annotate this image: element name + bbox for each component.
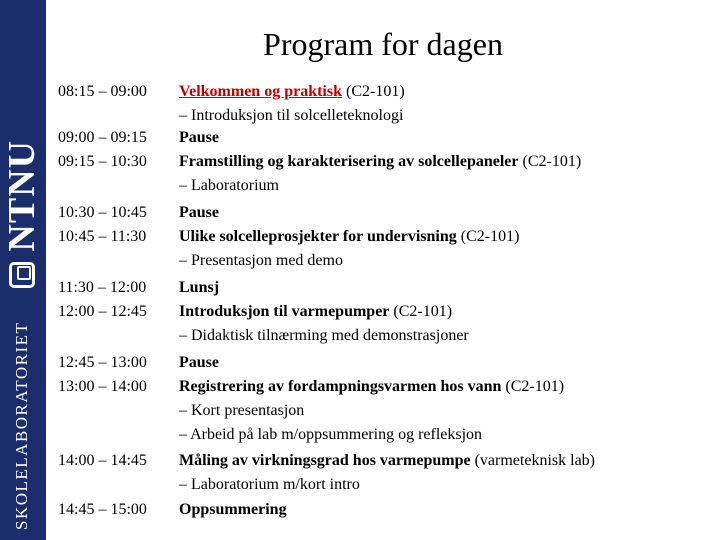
session-description [179,126,699,150]
session-title: Oppsummering [179,501,287,518]
session-description [179,351,699,375]
time-slot: 09:15 – 10:30 [58,153,147,170]
session-title: Ulike solcelleprosjekter for undervisning [179,228,457,245]
page-title: Program for dagen [263,26,503,62]
time-slot: 08:15 – 09:00 [58,83,147,100]
session-title: Registrering av fordampningsvarmen hos vann [179,378,502,395]
session-detail: – Introduksjon til solcelleteknologi [179,107,404,124]
session-description [179,449,699,497]
session-detail: – Didaktisk tilnærming med demonstrasjoner [179,327,469,344]
session-title: Framstilling og karakterisering av solcellepaneler [179,153,519,170]
session-title: Velkommen og praktisk [179,83,342,100]
time-slot: 09:00 – 09:15 [58,129,147,146]
session-title: Pause [179,129,219,146]
session-description [179,375,699,447]
session-description [179,80,699,128]
session-room: (varmeteknisk lab) [470,452,595,469]
session-description [179,150,699,198]
time-slot: 12:45 – 13:00 [58,354,147,371]
session-description [179,300,699,348]
time-slot: 10:30 – 10:45 [58,204,147,221]
session-detail: – Arbeid på lab m/oppsummering og refleksjon [179,426,483,443]
time-slot: 13:00 – 14:00 [58,378,147,395]
brand-name: NTNU [1,139,43,252]
brand [0,10,44,530]
session-description [179,225,699,273]
ntnu-logo-icon [9,262,35,288]
session-description [179,201,699,225]
session-detail: – Laboratorium [179,177,279,194]
time-slot: 11:30 – 12:00 [58,279,147,296]
session-title: Lunsj [179,279,220,296]
time-slot: 14:00 – 14:45 [58,452,147,469]
session-title: Pause [179,204,219,221]
lab-label: SKOLELABORATORIET [12,321,31,530]
session-room: (C2-101) [389,303,453,320]
session-room: (C2-101) [341,83,405,100]
sidebar [0,0,46,540]
time-slot: 14:45 – 15:00 [58,501,147,518]
session-title: Måling av virkningsgrad hos varmepumpe [179,452,471,469]
session-room: (C2-101) [456,228,520,245]
time-slot: 10:45 – 11:30 [58,228,147,245]
session-room: (C2-101) [501,378,565,395]
session-description [179,276,699,300]
session-title: Introduksjon til varmepumper [179,303,390,320]
session-room: (C2-101) [518,153,582,170]
session-detail: – Kort presentasjon [179,402,305,419]
session-title: Pause [179,354,219,371]
session-detail: – Laboratorium m/kort intro [179,476,360,493]
time-slot: 12:00 – 12:45 [58,303,147,320]
session-detail: – Presentasjon med demo [179,252,343,269]
session-description [179,498,699,522]
